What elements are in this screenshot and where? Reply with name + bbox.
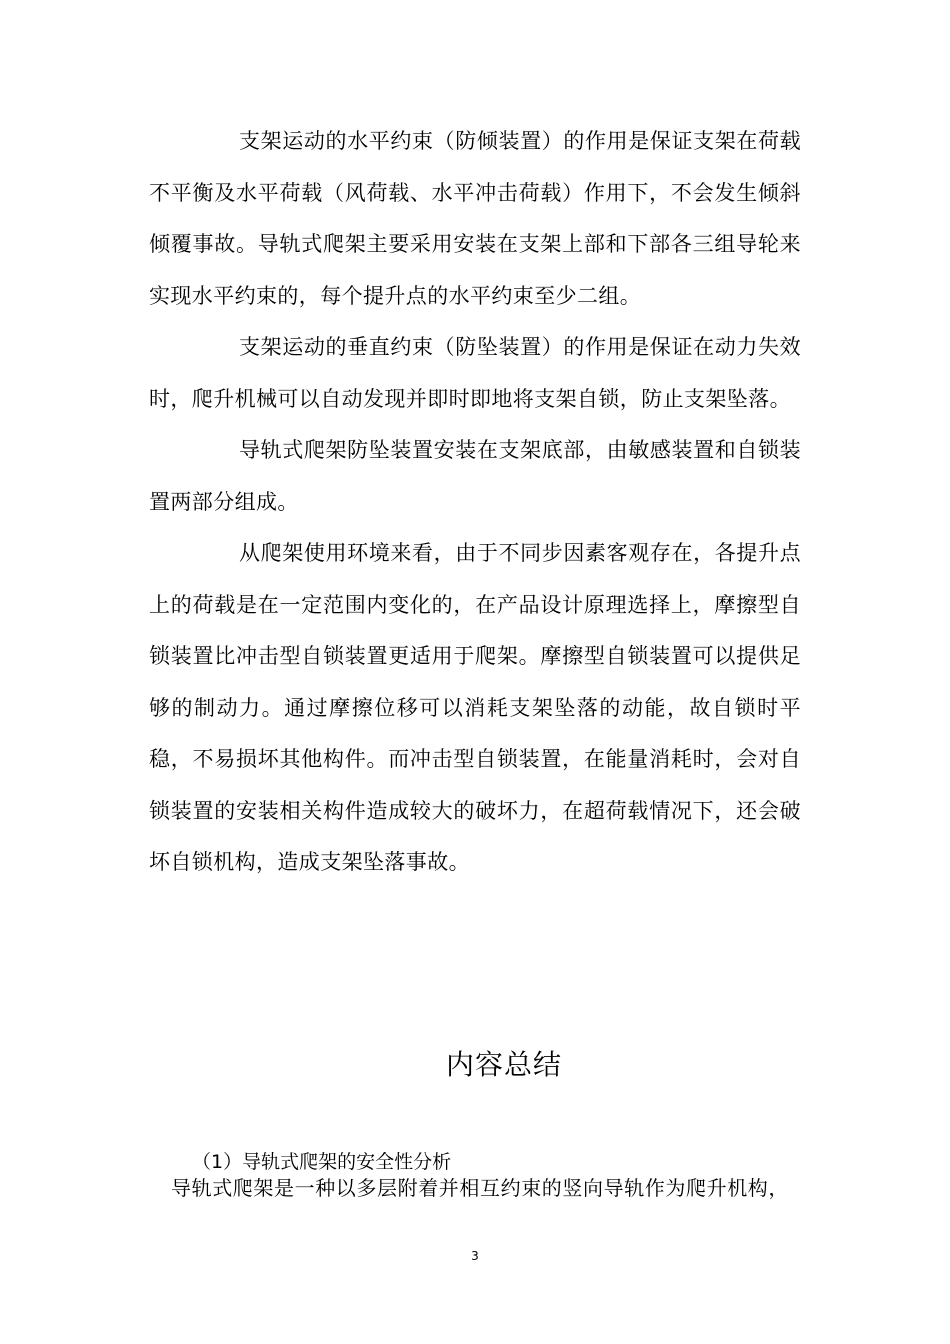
page-number: 3	[471, 1249, 479, 1263]
paragraph-self-lock-comparison: 从爬架使用环境来看，由于不同步因素客观存在，各提升点上的荷载是在一定范围内变化的，在产品设计原理选择上，摩擦型自锁装置比冲击型自锁装置更适用于爬架。摩擦型自锁装置可以提供足够的制动力。通过摩擦位移可以消耗支架坠落的动能，故自锁时平稳，不易损坏其他构件。而冲击型自锁装置，在能量消耗时，会对自锁装置的安装相关构件造成较大的破坏力，在超荷载情况下，还会破坏自锁机构，造成支架坠落事故。	[149, 541, 801, 874]
body-text	[149, 116, 801, 889]
paragraph-vertical-constraint: 支架运动的垂直约束（防坠装置）的作用是保证在动力失效时，爬升机械可以自动发现并即时即地将支架自锁，防止支架坠落。	[149, 335, 801, 411]
summary-title: 内容总结	[445, 1048, 562, 1081]
summary-heading: （1）导轨式爬架的安全性分析	[192, 1151, 452, 1173]
paragraph-anti-fall-device: 导轨式爬架防坠装置安装在支架底部，由敏感装置和自锁装置两部分组成。	[149, 438, 801, 514]
paragraph-horizontal-constraint: 支架运动的水平约束（防倾装置）的作用是保证支架在荷载不平衡及水平荷载（风荷载、水平冲击荷载）作用下，不会发生倾斜倾覆事故。导轨式爬架主要采用安装在支架上部和下部各三组导轮来实现水平约束的，每个提升点的水平约束至少二组。	[149, 129, 801, 308]
summary-text: 导轨式爬架是一种以多层附着并相互约束的竖向导轨作为爬升机构，	[171, 1176, 789, 1200]
